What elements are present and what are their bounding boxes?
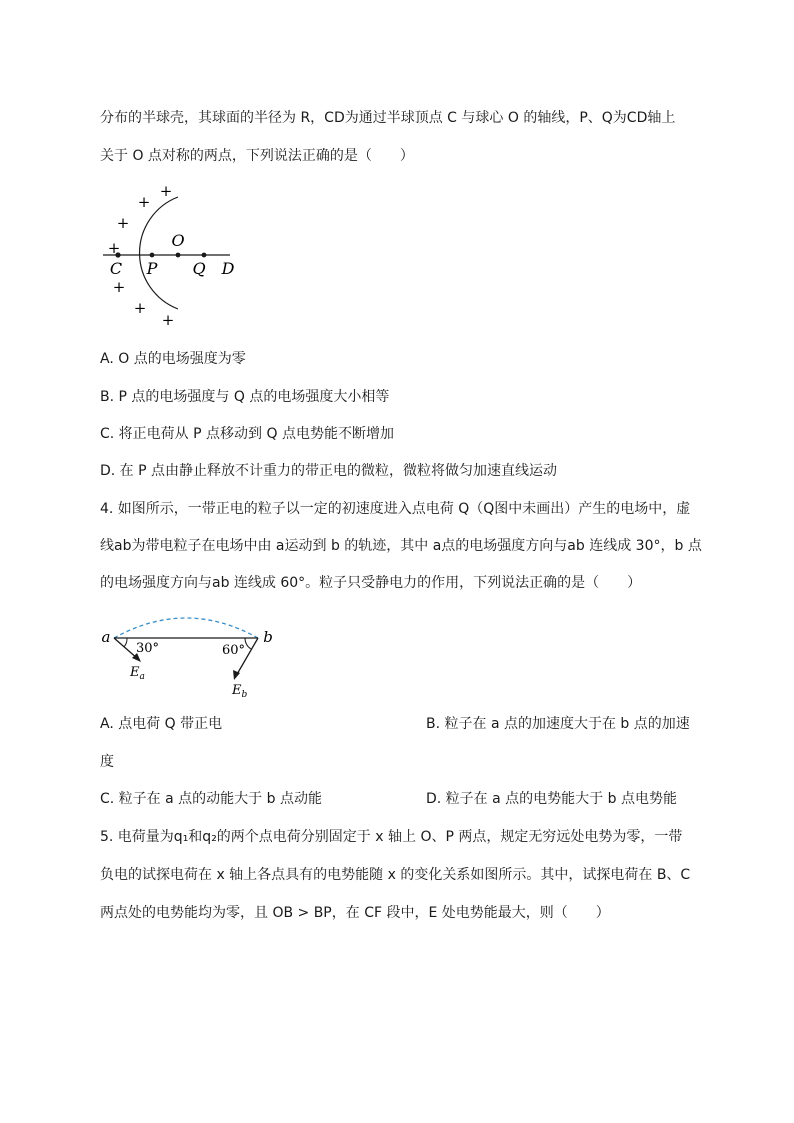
angle-b-label: 60° [222, 643, 246, 658]
q3-text-line-1: 分布的半球壳，其球面的半径为 R，CD为通过半球顶点 C 与球心 O 的轴线，P、Q为CD轴上 [100, 110, 676, 126]
q4-option-b-continued: 度 [100, 754, 114, 770]
q3-option-d: D. 在 P 点由静止释放不计重力的带正电的微粒，微粒将做匀加速直线运动 [100, 463, 558, 479]
trajectory-figure [98, 614, 288, 698]
angle-b-arc [245, 638, 251, 649]
q5-text-line-1: 5. 电荷量为q₁和q₂的两个点电荷分别固定于 x 轴上 O、P 两点，规定无穷远处电势为零，一带 [100, 829, 683, 845]
q4-text-line-1: 4. 如图所示，一带正电的粒子以一定的初速度进入点电荷 Q（Q图中未画出）产生的电场中，虚 [100, 501, 691, 517]
hemisphere-figure [98, 180, 248, 330]
q3-option-a: A. O 点的电场强度为零 [100, 351, 246, 367]
label-b: b [263, 628, 273, 646]
label-p: P [146, 259, 158, 278]
plus-sign-4: + [107, 239, 121, 257]
angle-a-arc [124, 638, 127, 647]
label-eb: $E_b$ [232, 683, 248, 698]
plus-sign-6: + [133, 299, 147, 317]
q4-option-b: B. 粒子在 a 点的加速度大于在 b 点的加速 [426, 716, 690, 732]
plus-sign-3: + [116, 214, 130, 232]
label-q: Q [192, 259, 206, 278]
plus-sign-7: + [161, 311, 175, 329]
q4-text-line-2: 线ab为带电粒子在电场中由 a运动到 b 的轨迹，其中 a点的电场强度方向与ab 连线成 30°，b 点 [100, 538, 702, 554]
point-q-dot [202, 253, 207, 258]
angle-a-label: 30° [136, 641, 160, 656]
hemisphere-arc [140, 197, 178, 309]
label-c: C [109, 259, 123, 278]
q4-option-d: D. 粒子在 a 点的电势能大于 b 点电势能 [426, 791, 677, 807]
label-ea: $E_a$ [130, 665, 145, 682]
label-o: O [171, 231, 185, 250]
q3-text-line-2: 关于 O 点对称的两点，下列说法正确的是（ ） [100, 148, 414, 164]
plus-sign-5: + [112, 278, 126, 296]
plus-sign-2: + [137, 193, 151, 211]
q5-text-line-2: 负电的试探电荷在 x 轴上各点具有的电势能随 x 的变化关系如图所示。其中，试探电荷在 B、C [100, 867, 691, 883]
q4-text-line-3: 的电场强度方向与ab 连线成 60°。粒子只受静电力的作用，下列说法正确的是（ ） [100, 575, 642, 591]
trajectory-curve [114, 618, 258, 638]
q5-text-line-3: 两点处的电势能均为零，且 OB > BP，在 CF 段中，E 处电势能最大，则（ ） [100, 905, 610, 921]
point-o-dot [176, 253, 181, 258]
q4-option-c: C. 粒子在 a 点的动能大于 b 点动能 [100, 791, 322, 807]
label-a: a [101, 628, 111, 646]
label-d: D [221, 259, 235, 278]
point-p-dot [150, 253, 155, 258]
q3-option-b: B. P 点的电场强度与 Q 点的电场强度大小相等 [100, 389, 390, 405]
plus-sign-1: + [159, 182, 173, 200]
q4-option-a: A. 点电荷 Q 带正电 [100, 716, 223, 732]
q3-option-c: C. 将正电荷从 P 点移动到 Q 点电势能不断增加 [100, 426, 394, 442]
